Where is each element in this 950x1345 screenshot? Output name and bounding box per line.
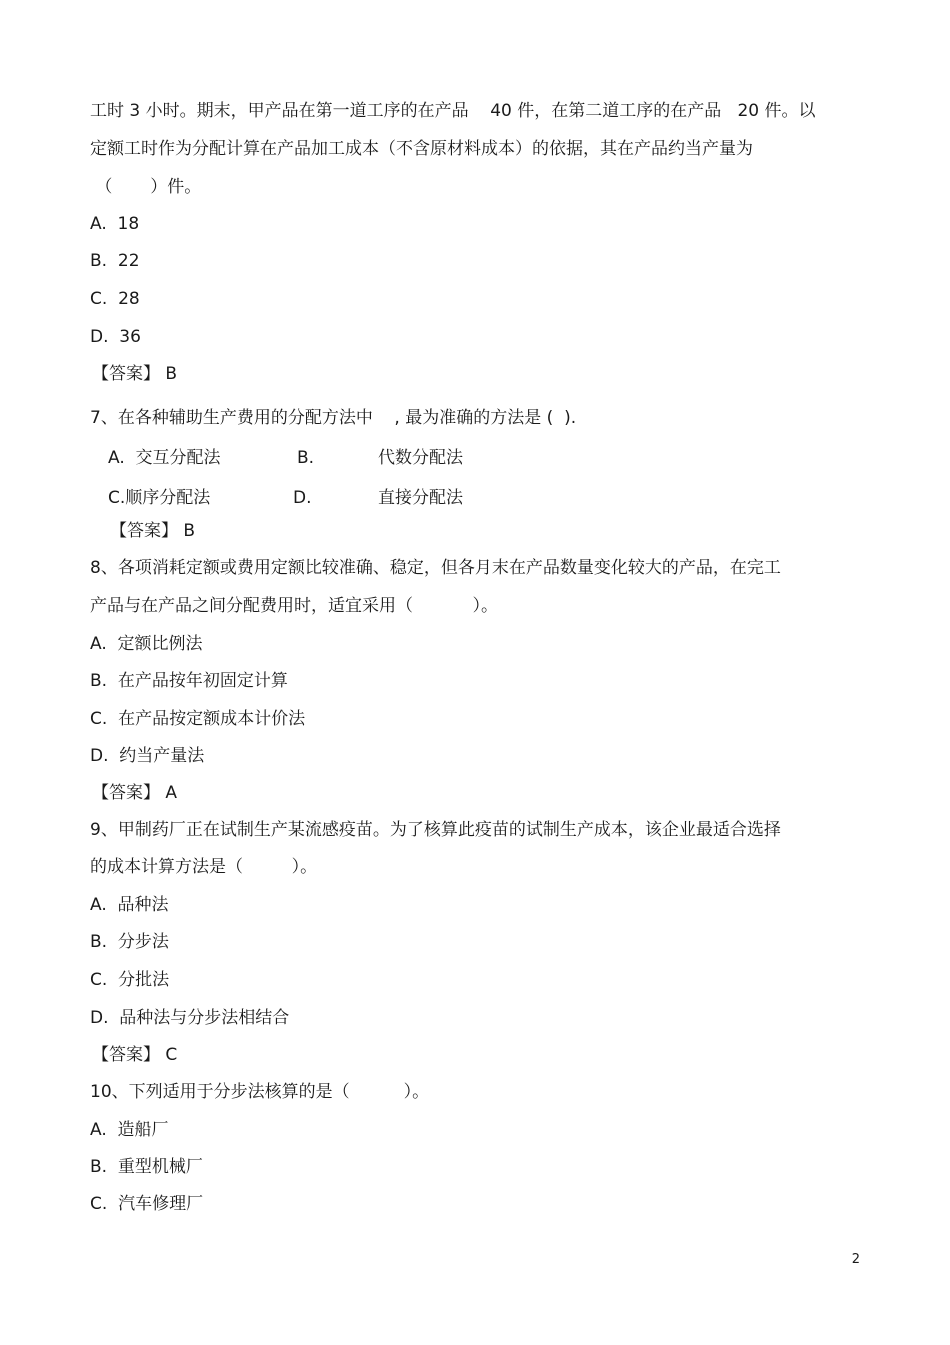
q8-stem-line-2: 产品与在产品之间分配费用时，适宜采用（ ）。	[90, 596, 498, 616]
q6-option-b: B. 22	[90, 251, 140, 271]
q7-answer: 【答案】 B	[110, 521, 196, 541]
q6-option-d: D. 36	[90, 327, 141, 347]
q9-option-c: C. 分批法	[90, 970, 170, 990]
q7-option-c: C.顺序分配法	[108, 488, 211, 508]
q9-option-b: B. 分步法	[90, 932, 169, 952]
q6-stem-line-1: 工时 3 小时。期末，甲产品在第一道工序的在产品 40 件，在第二道工序的在产品 20 件。以	[90, 101, 816, 121]
q10-option-b: B. 重型机械厂	[90, 1157, 203, 1177]
page-number: 2	[851, 1252, 860, 1267]
q7-option-a: A. 交互分配法	[108, 448, 221, 468]
q7-stem: 7、在各种辅助生产费用的分配方法中 , 最为准确的方法是 ( ).	[90, 408, 577, 428]
q6-option-c: C. 28	[90, 289, 140, 309]
q7-option-b-letter: B.	[297, 448, 315, 468]
q6-stem-line-2: 定额工时作为分配计算在产品加工成本（不含原材料成本）的依据，其在产品约当产量为	[90, 139, 753, 159]
q7-option-d-text: 直接分配法	[378, 488, 463, 508]
q6-option-a: A. 18	[90, 214, 140, 234]
q6-stem-line-3: （ ）件。	[90, 177, 202, 197]
q8-answer: 【答案】 A	[92, 783, 178, 803]
q9-answer: 【答案】 C	[92, 1045, 178, 1065]
q9-stem-line-1: 9、甲制药厂正在试制生产某流感疫苗。为了核算此疫苗的试制生产成本，该企业最适合选择	[90, 820, 781, 840]
q10-option-c: C. 汽车修理厂	[90, 1194, 204, 1214]
q8-option-d: D. 约当产量法	[90, 746, 205, 766]
q10-stem: 10、下列适用于分步法核算的是（ ）。	[90, 1082, 430, 1102]
q9-option-a: A. 品种法	[90, 895, 169, 915]
q9-option-d: D. 品种法与分步法相结合	[90, 1008, 290, 1028]
q6-answer: 【答案】 B	[92, 364, 178, 384]
q10-option-a: A. 造船厂	[90, 1120, 169, 1140]
q9-stem-line-2: 的成本计算方法是（ ）。	[90, 857, 318, 877]
q8-option-c: C. 在产品按定额成本计价法	[90, 709, 306, 729]
q8-stem-line-1: 8、各项消耗定额或费用定额比较准确、稳定，但各月末在产品数量变化较大的产品，在完工	[90, 558, 781, 578]
q7-option-b-text: 代数分配法	[378, 448, 463, 468]
q8-option-a: A. 定额比例法	[90, 634, 203, 654]
q7-option-d-letter: D.	[293, 488, 312, 508]
q8-option-b: B. 在产品按年初固定计算	[90, 671, 288, 691]
